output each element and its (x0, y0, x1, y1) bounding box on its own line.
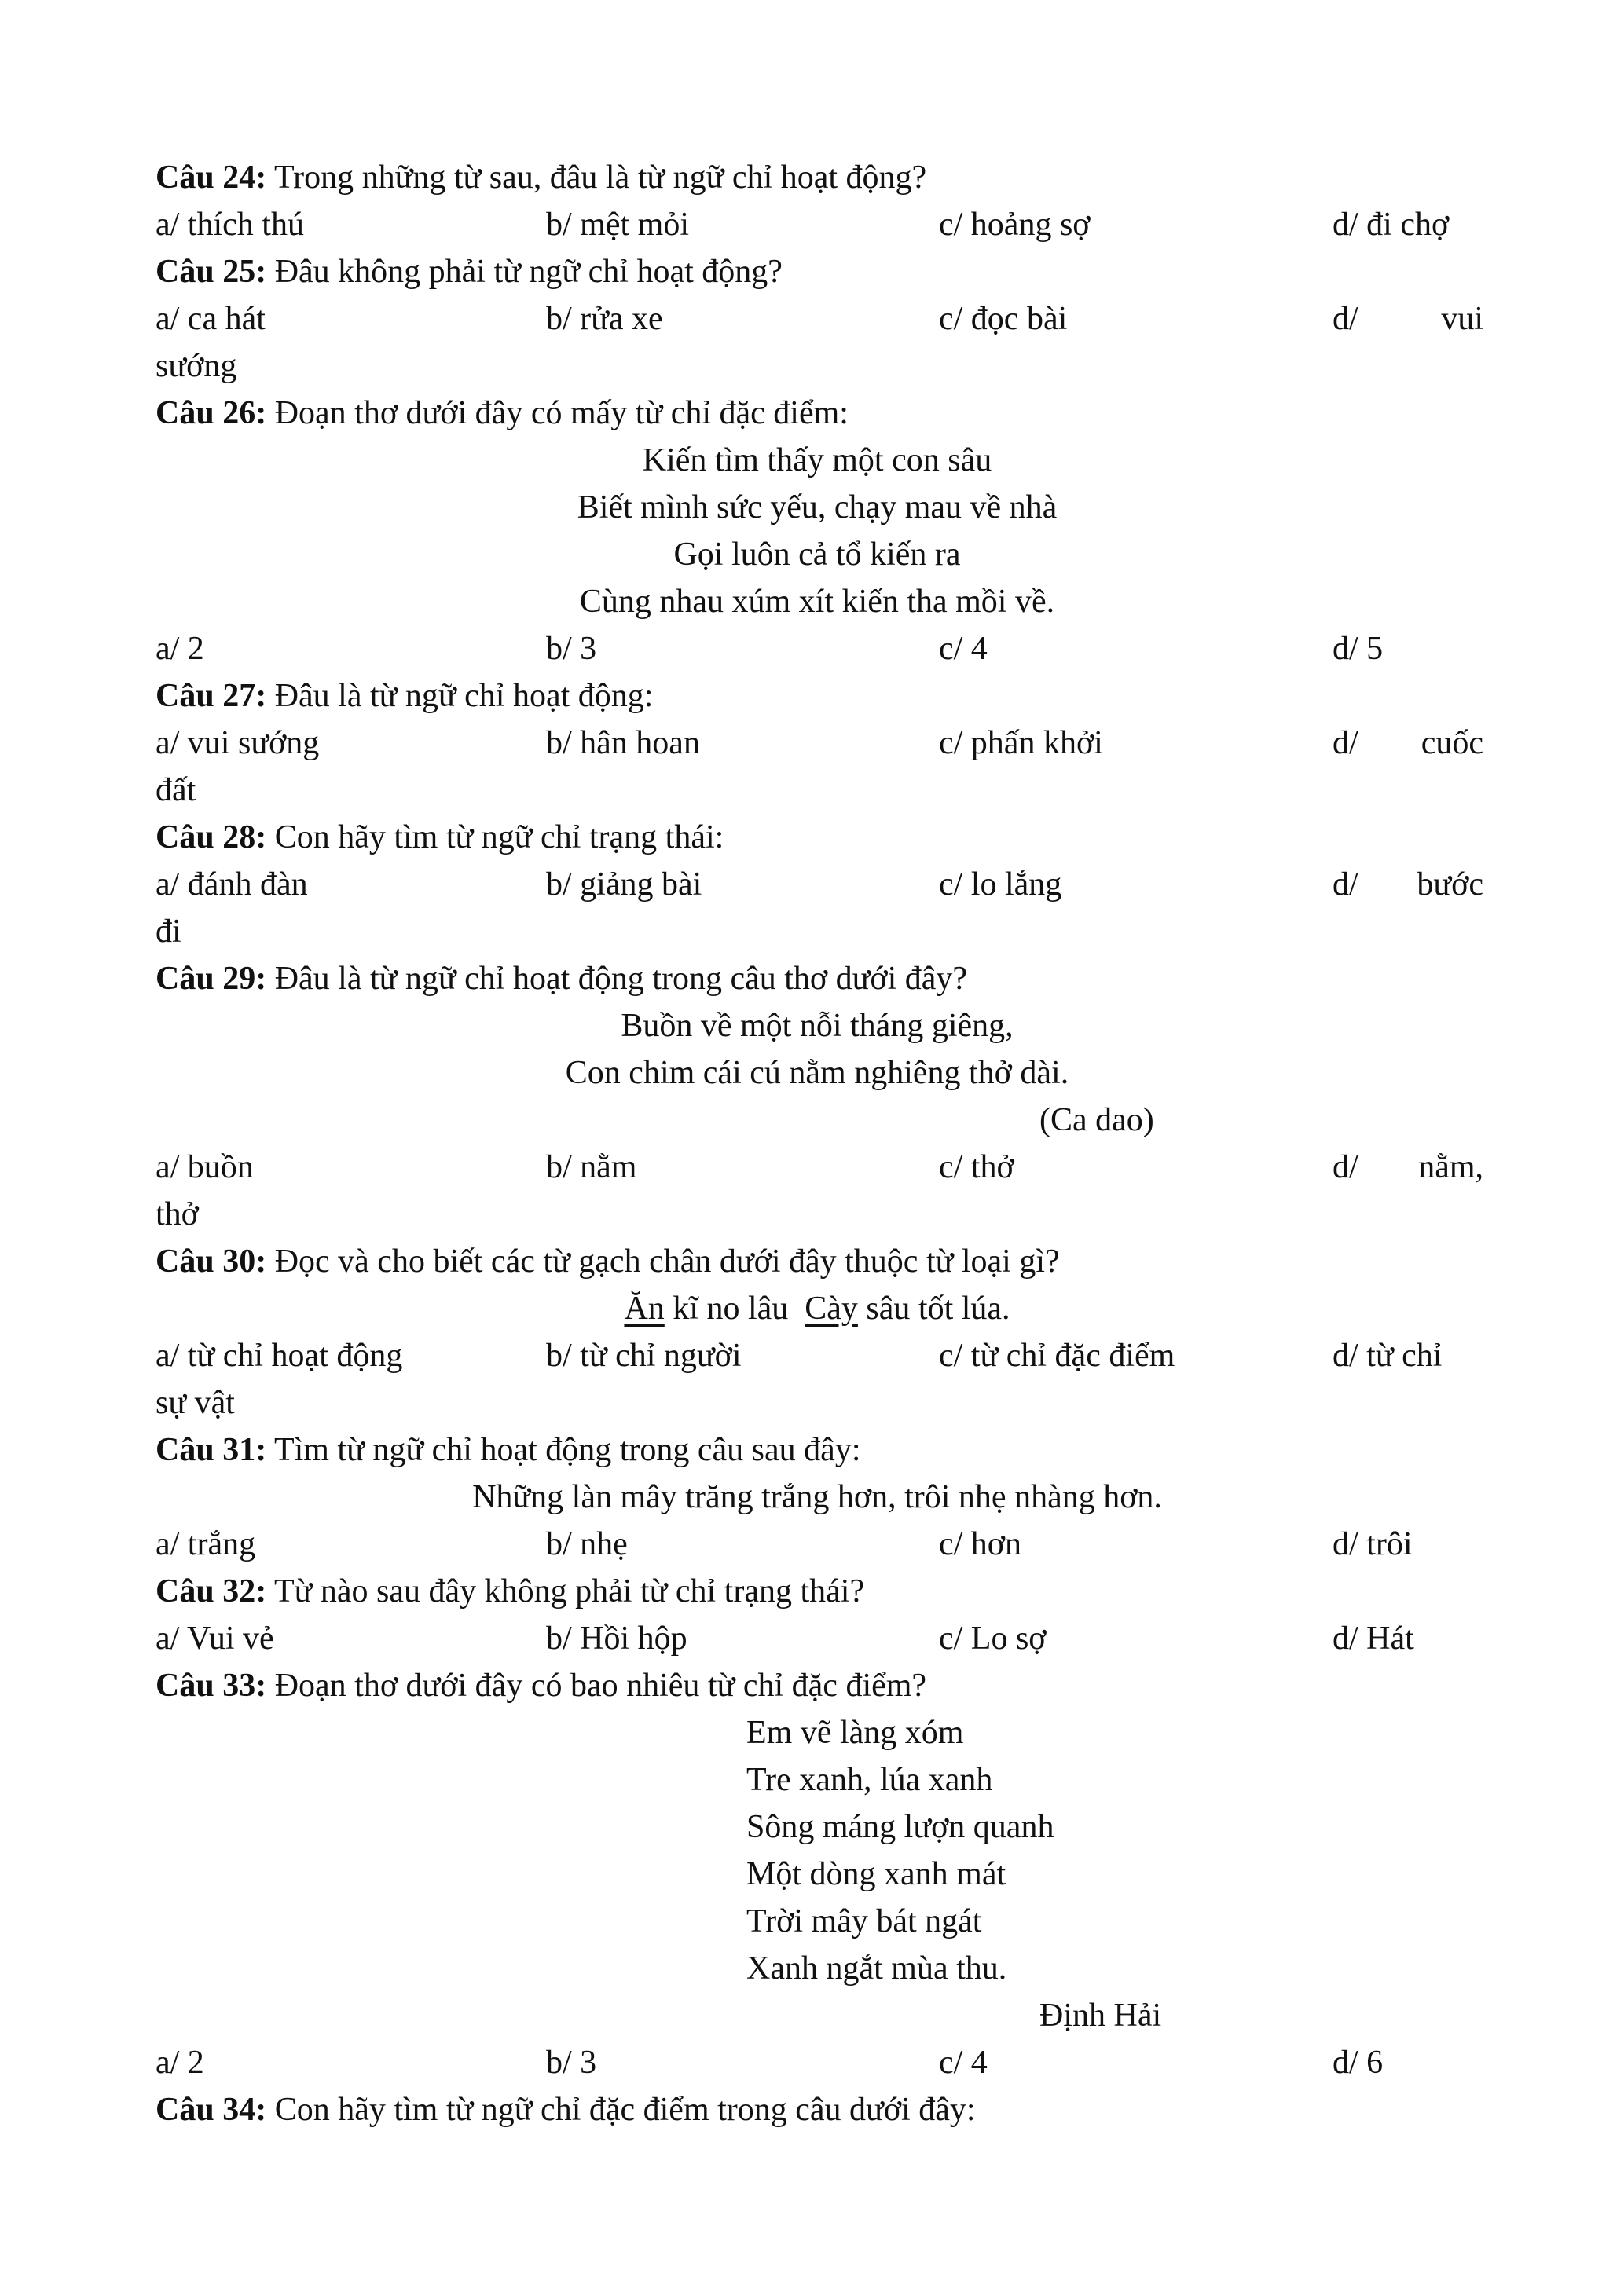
question-text: Đâu là từ ngữ chỉ hoạt động trong câu thơ dưới đây? (274, 961, 968, 997)
question-text: Đoạn thơ dưới đây có bao nhiêu từ chỉ đặc điểm? (274, 1668, 927, 1704)
question-29-options (156, 1144, 1483, 1191)
option-b: b/ nằm (546, 1149, 637, 1185)
question-text: Con hãy tìm từ ngữ chỉ trạng thái: (274, 819, 724, 855)
question-label: Câu 24: (156, 159, 267, 196)
option-a: a/ ca hát (156, 301, 266, 337)
question-32-options (156, 1615, 1483, 1662)
option-a: a/ buồn (156, 1149, 254, 1185)
option-b: b/ 3 (546, 2045, 597, 2081)
option-c: c/ hoảng sợ (939, 207, 1091, 243)
option-a: a/ 2 (156, 2045, 204, 2081)
option-d: d/ 6 (1333, 2045, 1384, 2081)
question-text: Đọc và cho biết các từ gạch chân dưới đây thuộc từ loại gì? (274, 1243, 1060, 1280)
option-d: d/ đi chợ (1333, 207, 1450, 243)
option-d-prefix: d/ (1333, 866, 1358, 903)
sentence-part: kĩ no lâu (664, 1291, 805, 1327)
option-a: a/ thích thú (156, 207, 304, 243)
question-text: Con hãy tìm từ ngữ chỉ đặc điểm trong câu dưới đây: (274, 2092, 976, 2128)
poem-line: Xanh ngắt mùa thu. (746, 1950, 1007, 1987)
option-c: c/ hơn (939, 1526, 1022, 1562)
option-d-word: nằm, (1418, 1149, 1483, 1185)
option-a: a/ 2 (156, 631, 204, 667)
question-label: Câu 25: (156, 254, 267, 290)
option-c: c/ từ chỉ đặc điểm (939, 1338, 1175, 1374)
question-30 (156, 1238, 1483, 1285)
option-b: b/ giảng bài (546, 866, 702, 903)
option-b: b/ từ chỉ người (546, 1338, 742, 1374)
option-a: a/ trắng (156, 1526, 256, 1562)
question-text: Tìm từ ngữ chỉ hoạt động trong câu sau đây: (273, 1432, 861, 1468)
option-d: d/ Hát (1333, 1620, 1414, 1657)
question-31-options (156, 1521, 1483, 1568)
option-d: d/ 5 (1333, 631, 1384, 667)
option-a: a/ từ chỉ hoạt động (156, 1338, 403, 1374)
option-c: c/ phấn khởi (939, 725, 1103, 761)
question-text: Đâu không phải từ ngữ chỉ hoạt động? (274, 254, 783, 290)
option-b: b/ 3 (546, 631, 597, 667)
option-d-continued: thở (156, 1196, 199, 1232)
option-b: b/ rửa xe (546, 301, 663, 337)
question-label: Câu 27: (156, 678, 267, 714)
question-text: Trong những từ sau, đâu là từ ngữ chỉ hoạt động? (273, 159, 927, 196)
poem-line: Sông máng lượn quanh (746, 1809, 1054, 1845)
sentence-part: sâu tốt lúa. (857, 1291, 1010, 1327)
question-26 (156, 390, 1483, 437)
example-sentence (471, 1285, 1163, 1332)
question-28-options (156, 861, 1483, 908)
option-a: a/ đánh đàn (156, 866, 308, 903)
question-24-options (156, 201, 1483, 248)
option-c: c/ đọc bài (939, 301, 1068, 337)
question-31 (156, 1426, 1483, 1474)
poem-line: Một dòng xanh mát (746, 1856, 1006, 1892)
question-34 (156, 2086, 1483, 2133)
question-25 (156, 248, 1483, 295)
question-text: Từ nào sau đây không phải từ chỉ trạng thái? (273, 1573, 865, 1609)
option-a: a/ vui sướng (156, 725, 320, 761)
option-d-continued: đi (156, 914, 181, 950)
question-28 (156, 814, 1483, 861)
question-label: Câu 29: (156, 961, 267, 997)
option-b: b/ nhẹ (546, 1526, 628, 1562)
question-33-options (156, 2039, 1483, 2086)
option-d-continued: sự vật (156, 1385, 235, 1421)
poem-line: Kiến tìm thấy một con sâu (642, 442, 992, 478)
question-label: Câu 26: (156, 395, 267, 431)
option-d-prefix: d/ (1333, 725, 1358, 761)
question-26-options (156, 625, 1483, 672)
option-d: d/ từ chỉ (1333, 1338, 1443, 1374)
option-b: b/ Hồi hộp (546, 1620, 687, 1657)
question-25-options (156, 295, 1483, 342)
option-c: c/ lo lắng (939, 866, 1062, 903)
option-d-prefix: d/ (1333, 1149, 1358, 1185)
question-29 (156, 955, 1483, 1002)
option-a: a/ Vui vẻ (156, 1620, 274, 1657)
question-label: Câu 32: (156, 1573, 267, 1609)
poem-line: Cùng nhau xúm xít kiến tha mồi về. (579, 584, 1055, 620)
option-c: c/ 4 (939, 2045, 988, 2081)
question-label: Câu 30: (156, 1243, 267, 1280)
poem-line: Con chim cái cú nằm nghiêng thở dài. (565, 1055, 1069, 1091)
option-c: c/ thở (939, 1149, 1014, 1185)
question-30-options (156, 1332, 1483, 1379)
question-label: Câu 34: (156, 2092, 267, 2128)
question-label: Câu 33: (156, 1668, 267, 1704)
underlined-word: Cày (805, 1291, 858, 1327)
question-27 (156, 672, 1483, 720)
poem-line: Em vẽ làng xóm (746, 1715, 964, 1751)
example-sentence: Những làn mây trăng trắng hơn, trôi nhẹ nhàng hơn. (472, 1479, 1162, 1515)
poem-line: Biết mình sức yếu, chạy mau về nhà (577, 489, 1058, 525)
poem-line: Buồn về một nỗi tháng giêng, (621, 1008, 1014, 1044)
poem-line: Tre xanh, lúa xanh (746, 1762, 993, 1798)
poem-source: (Ca dao) (1039, 1102, 1154, 1138)
option-c: c/ 4 (939, 631, 988, 667)
question-33 (156, 1662, 1483, 1709)
option-d-continued: sướng (156, 348, 237, 384)
question-label: Câu 28: (156, 819, 267, 855)
poem-source: Định Hải (1039, 1998, 1162, 2034)
option-d-word: cuốc (1421, 725, 1483, 761)
option-b: b/ hân hoan (546, 725, 700, 761)
option-c: c/ Lo sợ (939, 1620, 1047, 1657)
option-d: d/ trôi (1333, 1526, 1413, 1562)
question-text: Đoạn thơ dưới đây có mấy từ chỉ đặc điểm: (274, 395, 849, 431)
underlined-word: Ăn (624, 1291, 665, 1327)
option-d-prefix: d/ (1333, 301, 1358, 337)
poem-line: Gọi luôn cả tổ kiến ra (673, 536, 961, 573)
option-d-word: vui (1441, 301, 1483, 337)
option-b: b/ mệt mỏi (546, 207, 689, 243)
question-27-options (156, 720, 1483, 767)
poem-line: Trời mây bát ngát (746, 1903, 982, 1939)
question-24 (156, 154, 1483, 201)
question-text: Đâu là từ ngữ chỉ hoạt động: (274, 678, 654, 714)
option-d-word: bước (1417, 866, 1483, 903)
question-32 (156, 1568, 1483, 1615)
option-d-continued: đất (156, 772, 196, 808)
question-label: Câu 31: (156, 1432, 267, 1468)
